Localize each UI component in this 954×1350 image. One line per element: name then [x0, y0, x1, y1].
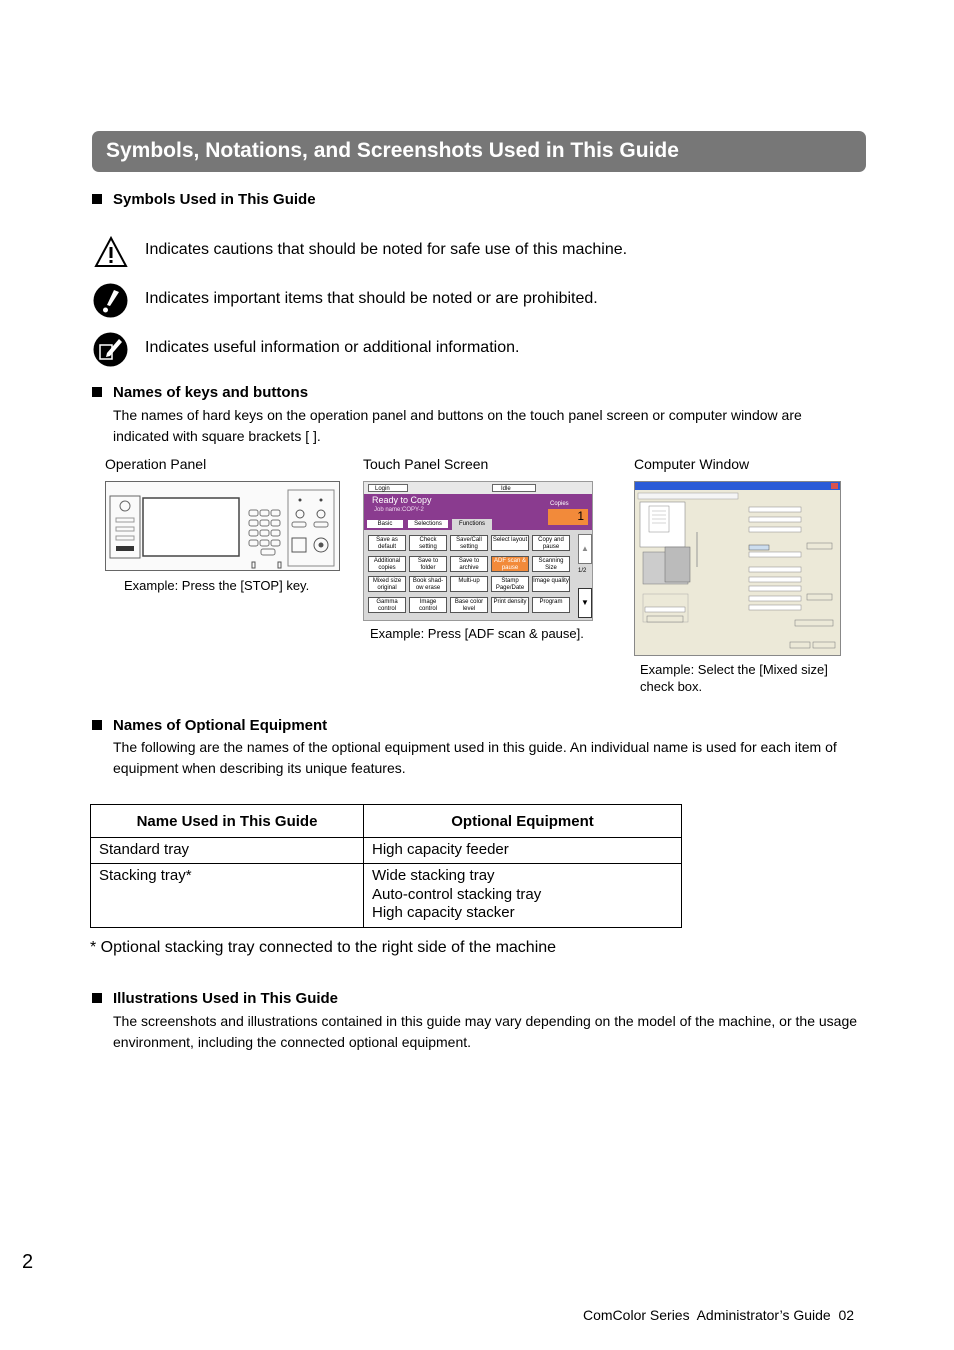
touch-panel-button[interactable]: Gamma control — [368, 597, 406, 613]
table-cell-equipment — [364, 864, 682, 928]
bullet-square-icon — [92, 993, 102, 1003]
touch-panel-button[interactable]: Mixed size original — [368, 576, 406, 592]
computer-window-caption-line1: Example: Select the [Mixed size] — [640, 662, 828, 677]
symbols-heading: Symbols Used in This Guide — [92, 191, 316, 208]
symbol-text-info: Indicates useful information or additional information. — [145, 339, 520, 356]
keys-body: The names of hard keys on the operation panel and buttons on the touch panel screen or computer window are indicated with square brackets [ ]. — [113, 407, 802, 444]
page-indicator: 1/2 — [578, 568, 587, 574]
equipment-line: Wide stacking tray — [372, 867, 495, 884]
touch-panel-button[interactable]: Book shad-ow erase — [409, 576, 447, 592]
touch-panel-button[interactable]: Scanning Size — [532, 556, 570, 572]
optional-heading: Names of Optional Equipment — [92, 717, 327, 734]
bullet-square-icon — [92, 194, 102, 204]
touch-panel-button[interactable]: Image control — [409, 597, 447, 613]
table-header-row — [91, 805, 682, 838]
optional-equipment-table — [90, 804, 682, 928]
table-header: Name Used in This Guide — [91, 805, 364, 838]
table-row — [91, 838, 682, 864]
bullet-square-icon — [92, 720, 102, 730]
tab-selections[interactable]: Selections — [408, 520, 448, 528]
touch-panel-button[interactable]: Select layout — [491, 535, 529, 551]
scroll-down-button[interactable]: ▼ — [578, 588, 592, 618]
keys-heading: Names of keys and buttons — [92, 384, 308, 401]
table-footnote: * Optional stacking tray connected to the right side of the machine — [90, 939, 557, 956]
touch-panel-button[interactable]: Multi-up — [450, 576, 488, 592]
touch-panel-button[interactable]: Image quality — [532, 576, 570, 592]
tab-basic[interactable]: Basic — [367, 520, 403, 528]
page-title: Symbols, Notations, and Screenshots Used in This Guide — [106, 139, 679, 162]
computer-window-drawing — [635, 482, 840, 655]
ready-status: Ready to Copy — [372, 495, 432, 505]
tab-functions[interactable]: Functions — [452, 519, 492, 530]
important-exclamation-icon — [93, 283, 128, 318]
job-name: Job name:COPY-2 — [374, 507, 424, 513]
touch-panel-button[interactable]: Check setting — [409, 535, 447, 551]
touch-panel-button[interactable]: Program — [532, 597, 570, 613]
computer-window-illustration — [634, 481, 841, 656]
table-header: Optional Equipment — [364, 805, 682, 838]
touch-panel-button[interactable]: Base color level — [450, 597, 488, 613]
touch-panel-button[interactable]: Print density — [491, 597, 529, 613]
footer-text: ComColor Series Administrator’s Guide 02 — [583, 1307, 855, 1323]
equipment-line: Auto-control stacking tray — [372, 885, 542, 903]
bullet-square-icon — [92, 387, 102, 397]
illustrations-heading: Illustrations Used in This Guide — [92, 990, 338, 1007]
operation-panel-label: Operation Panel — [105, 456, 207, 472]
optional-body: The following are the names of the optional equipment used in this guide. An individual name is used for each item of equipment when describing its unique features. — [113, 739, 837, 776]
illustrations-body: The screenshots and illustrations contained in this guide may vary depending on the model of the machine, or the usage environment, including the connected optional equipment. — [113, 1013, 858, 1050]
touch-panel-button[interactable]: Save as default — [368, 535, 406, 551]
table-cell-name: Stacking tray* — [91, 864, 364, 928]
touch-panel-button[interactable]: Save to archive — [450, 556, 488, 572]
operation-panel-drawing — [106, 482, 339, 570]
touch-panel-caption: Example: Press [ADF scan & pause]. — [370, 626, 584, 641]
touch-panel-illustration — [363, 481, 593, 621]
touch-panel-button[interactable]: ADF scan & pause — [491, 556, 529, 572]
touch-panel-button[interactable]: Stamp Page/Date — [491, 576, 529, 592]
symbol-text-important: Indicates important items that should be noted or are prohibited. — [145, 290, 598, 307]
touch-panel-button[interactable]: Additional copies — [368, 556, 406, 572]
copies-label: Copies — [550, 501, 569, 507]
touch-panel-button[interactable]: Save to folder — [409, 556, 447, 572]
warning-triangle-icon — [94, 236, 128, 268]
table-row — [91, 864, 682, 928]
table-cell-name: Standard tray — [91, 838, 364, 864]
equipment-line: High capacity stacker — [372, 904, 515, 921]
login-button[interactable]: Login — [368, 484, 408, 492]
section-banner — [92, 131, 866, 172]
touch-panel-button[interactable]: Copy and pause — [532, 535, 570, 551]
copies-value: 1 — [548, 509, 588, 525]
computer-window-caption — [640, 661, 828, 695]
operation-panel-illustration — [105, 481, 340, 571]
scroll-up-button[interactable]: ▲ — [578, 534, 592, 564]
operation-panel-caption: Example: Press the [STOP] key. — [124, 578, 310, 593]
touch-panel-label: Touch Panel Screen — [363, 456, 489, 472]
idle-status: Idle — [492, 484, 536, 492]
computer-window-label: Computer Window — [634, 456, 750, 472]
pencil-note-icon — [93, 332, 128, 367]
touch-panel-button[interactable]: Save/Call setting — [450, 535, 488, 551]
symbol-text-caution: Indicates cautions that should be noted for safe use of this machine. — [145, 241, 628, 258]
page-number: 2 — [22, 1251, 34, 1273]
table-cell-equipment: High capacity feeder — [364, 838, 682, 864]
computer-window-caption-line2: check box. — [640, 679, 703, 694]
